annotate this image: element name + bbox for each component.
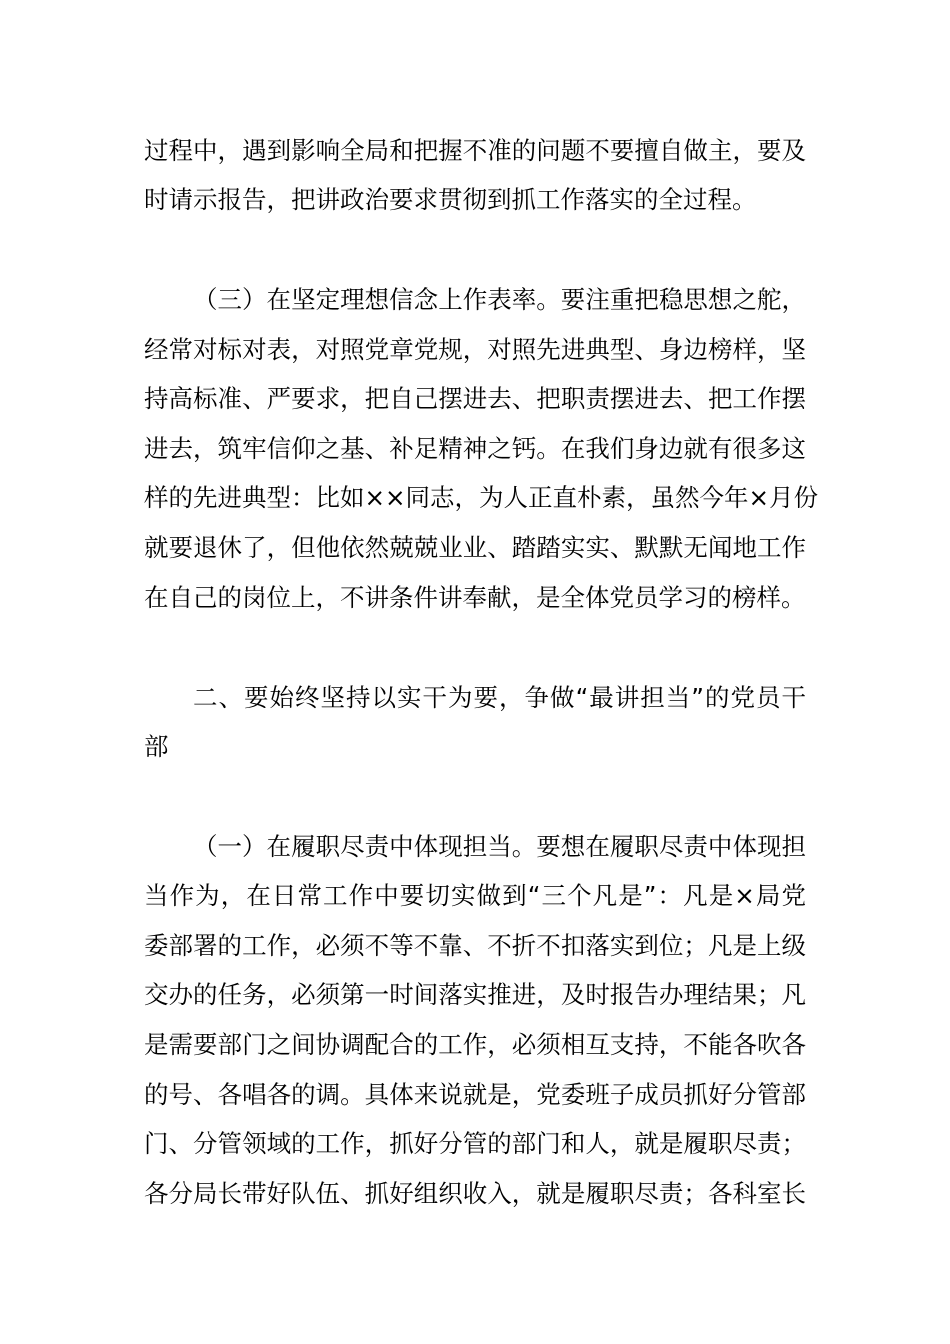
section-heading: 二、要始终坚持以实干为要，争做“最讲担当”的党员干 <box>193 683 806 712</box>
text-line: 交办的任务，必须第一时间落实推进，及时报告办理结果；凡 <box>144 980 806 1009</box>
text-line: 进去，筑牢信仰之基、补足精神之钙。在我们身边就有很多这 <box>144 434 806 463</box>
paragraph-2-line-2 <box>0 330 950 370</box>
paragraph-3-line-7 <box>0 1124 950 1164</box>
text-line: 就要退休了，但他依然兢兢业业、踏踏实实、默默无闻地工作 <box>144 533 806 562</box>
paragraph-1-line-2 <box>0 180 950 220</box>
text-line: 时请示报告，把讲政治要求贯彻到抓工作落实的全过程。 <box>144 185 757 214</box>
text-line: 各分局长带好队伍、抓好组织收入，就是履职尽责；各科室长 <box>144 1179 806 1208</box>
text-line: 当作为，在日常工作中要切实做到“三个凡是”：凡是×局党 <box>144 881 806 910</box>
paragraph-2-line-5 <box>0 478 950 518</box>
section-heading-line-1 <box>0 678 950 718</box>
paragraph-1-line-1 <box>0 131 950 171</box>
text-line: 持高标准、严要求，把自己摆进去、把职责摆进去、把工作摆 <box>144 384 806 413</box>
paragraph-3-line-5 <box>0 1025 950 1065</box>
text-line: 样的先进典型：比如××同志，为人正直朴素，虽然今年×月份 <box>144 483 819 512</box>
text-line: （一）在履职尽责中体现担当。要想在履职尽责中体现担 <box>193 832 806 861</box>
paragraph-3-line-4 <box>0 975 950 1015</box>
text-line: （三）在坚定理想信念上作表率。要注重把稳思想之舵， <box>193 285 806 314</box>
paragraph-2-line-1 <box>0 280 950 320</box>
paragraph-2-line-7 <box>0 578 950 618</box>
paragraph-2-line-6 <box>0 528 950 568</box>
text-line: 经常对标对表，对照党章党规，对照先进典型、身边榜样，坚 <box>144 335 806 364</box>
paragraph-3-line-8 <box>0 1174 950 1214</box>
section-heading: 部 <box>144 732 169 761</box>
paragraph-3-line-3 <box>0 926 950 966</box>
paragraph-2-line-3 <box>0 379 950 419</box>
text-line: 委部署的工作，必须不等不靠、不折不扣落实到位；凡是上级 <box>144 931 806 960</box>
section-heading-line-2 <box>0 727 950 767</box>
paragraph-2-line-4 <box>0 429 950 469</box>
text-line: 是需要部门之间协调配合的工作，必须相互支持，不能各吹各 <box>144 1030 806 1059</box>
paragraph-3-line-6 <box>0 1075 950 1115</box>
text-line: 的号、各唱各的调。具体来说就是，党委班子成员抓好分管部 <box>144 1080 806 1109</box>
text-line: 门、分管领域的工作，抓好分管的部门和人，就是履职尽责； <box>144 1129 806 1158</box>
text-line: 过程中，遇到影响全局和把握不准的问题不要擅自做主，要及 <box>144 136 806 165</box>
paragraph-3-line-2 <box>0 876 950 916</box>
paragraph-3-line-1 <box>0 827 950 867</box>
text-line: 在自己的岗位上，不讲条件讲奉献，是全体党员学习的榜样。 <box>144 583 806 612</box>
